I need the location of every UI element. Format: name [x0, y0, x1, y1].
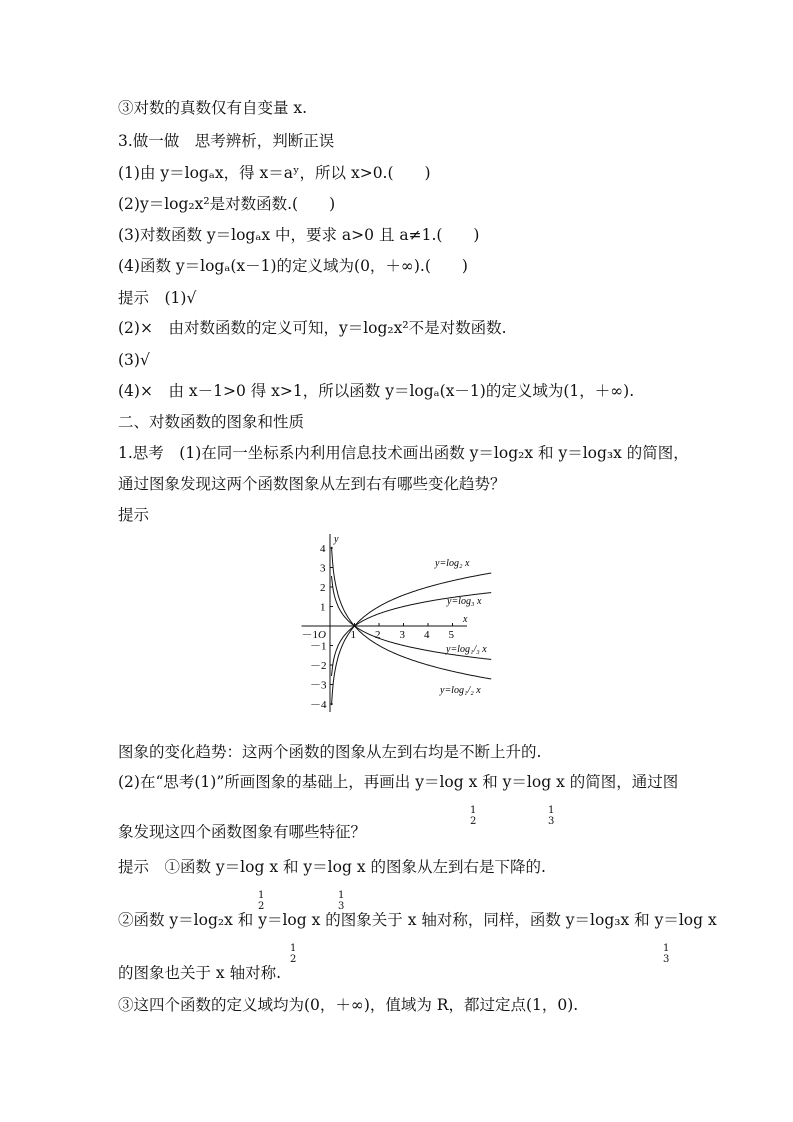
curve-label-0: y=log₂ x: [435, 558, 470, 569]
y-tick-label: －1: [310, 640, 327, 653]
y-tick-label: －3: [310, 679, 327, 692]
text-line-12: 1.思考 (1)在同一坐标系内利用信息技术画出函数 y＝log₂x 和 y＝log₃x 的简图，: [118, 444, 689, 462]
text-line-20: 的图象也关于 x 轴对称.: [118, 964, 282, 982]
text-line-2: 3.做一做 思考辨析，判断正误: [118, 132, 335, 150]
y-tick-label: 3: [320, 562, 326, 575]
text-line-6: (4)函数 y＝logₐ(x－1)的定义域为(0，＋∞).( ): [118, 257, 468, 275]
text-line-17: 象发现这四个函数图象有哪些特征？: [118, 823, 367, 841]
text-line-9: (3)√: [118, 351, 150, 369]
y-tick-label: 4: [320, 543, 326, 555]
x-tick-label: －1: [301, 629, 318, 641]
x-tick-label: 2: [375, 629, 381, 641]
text-line-3: (1)由 y＝logₐx，得 x＝aʸ，所以 x>0.( ): [118, 164, 431, 182]
x-tick-label: 4: [424, 629, 430, 641]
text-line-11: 二、对数函数的图象和性质: [118, 413, 305, 431]
text-line-1: ③对数的真数仅有自变量 x.: [118, 99, 308, 117]
frac-third-2: 1 3: [338, 890, 345, 912]
curve-label-3: y=log₁/₂ x: [440, 685, 481, 696]
log-function-graph: [292, 528, 512, 728]
curve-label-2: y=log₁/₃ x: [446, 644, 487, 655]
text-line-13: 通过图象发现这两个函数图象从左到右有哪些变化趋势？: [118, 475, 506, 493]
text-line-18: 提示 ①函数 y＝log x 和 y＝log x 的图象从左到右是下降的.: [118, 858, 546, 876]
text-line-8: (2)× 由对数函数的定义可知，y＝log₂x²不是对数函数.: [118, 319, 507, 337]
text-line-15: 图象的变化趋势：这两个函数的图象从左到右均是不断上升的.: [118, 743, 542, 761]
x-tick-label: 5: [448, 629, 454, 641]
x-axis-label: x: [463, 614, 468, 625]
y-tick-label: －4: [310, 699, 327, 711]
frac-half-1: 1 2: [470, 805, 477, 827]
text-line-14: 提示: [118, 506, 150, 524]
text-line-19: ②函数 y＝log₂x 和 y＝log x 的图象关于 x 轴对称，同样，函数 y＝log₃x 和 y＝log x: [118, 911, 717, 929]
x-tick-label: O: [318, 629, 326, 641]
x-tick-label: 1: [350, 629, 356, 641]
y-tick-label: 2: [320, 582, 326, 594]
curve-label-1: y=log₃ x: [447, 596, 482, 607]
text-line-10: (4)× 由 x－1>0 得 x>1，所以函数 y＝logₐ(x－1)的定义域为(1，＋∞).: [118, 382, 635, 400]
text-line-5: (3)对数函数 y＝logₐx 中，要求 a>0 且 a≠1.( ): [118, 226, 480, 244]
x-tick-label: 3: [399, 629, 405, 641]
y-axis-label: y: [334, 534, 339, 545]
frac-half-2: 1 2: [258, 890, 265, 912]
text-line-16: (2)在“思考(1)”所画图象的基础上，再画出 y＝log x 和 y＝log x 的简图，通过图: [118, 773, 679, 791]
frac-third-1: 1 3: [548, 805, 555, 827]
text-line-7: 提示 (1)√: [118, 289, 197, 307]
y-tick-label: －2: [310, 660, 327, 672]
text-line-21: ③这四个函数的定义域均为(0，＋∞)，值域为 R，都过定点(1，0).: [118, 996, 579, 1014]
text-line-4: (2)y＝log₂x²是对数函数.( ): [118, 195, 336, 213]
y-tick-label: 1: [320, 601, 326, 614]
frac-third-3: 1 3: [663, 943, 670, 965]
frac-half-3: 1 2: [290, 943, 297, 965]
